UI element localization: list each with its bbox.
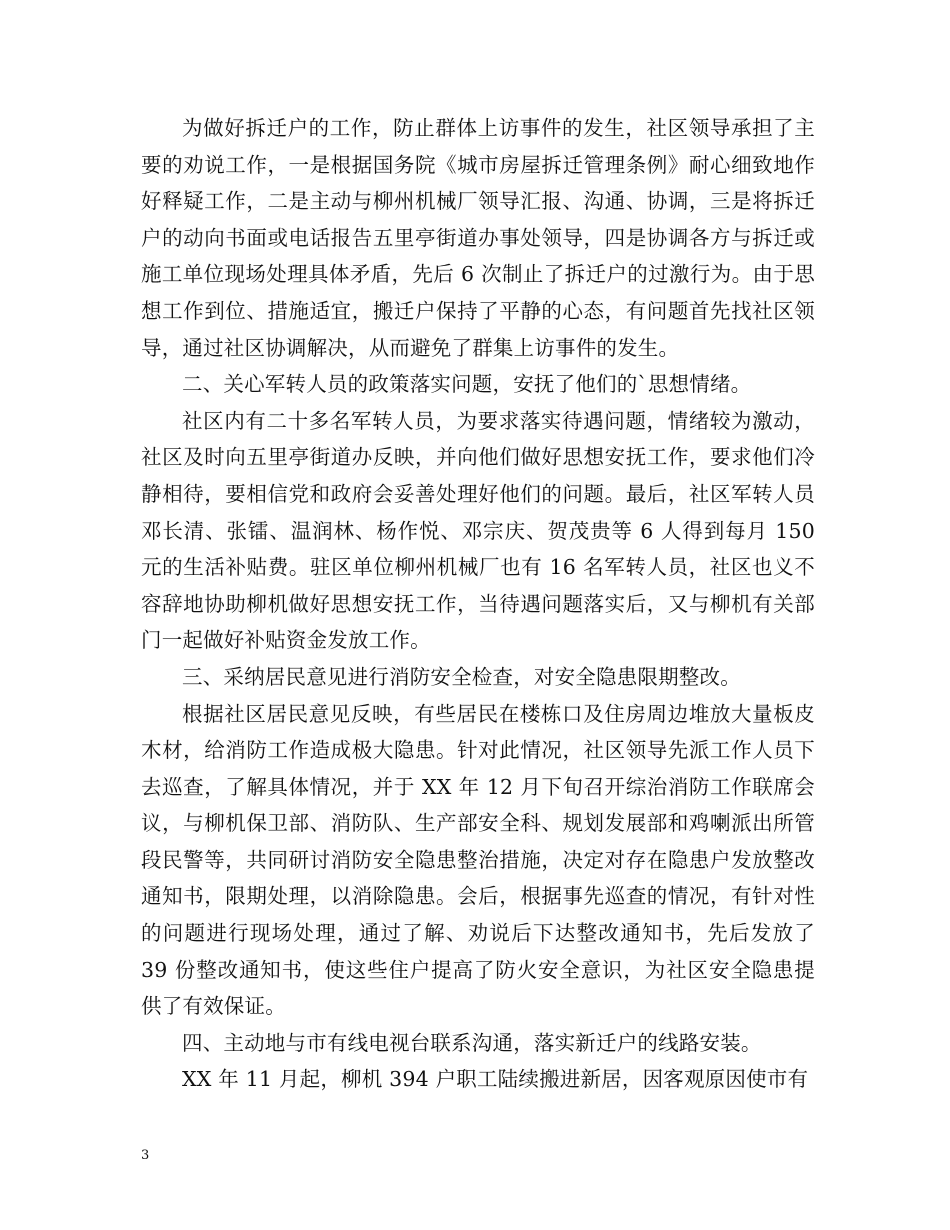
paragraph-relocation-work: 为做好拆迁户的工作，防止群体上访事件的发生，社区领导承担了主要的劝说工作，一是根据国务院《城市房屋拆迁管理条例》耐心细致地作好释疑工作，二是主动与柳州机械厂领导汇报、沟通、协调，三是将拆迁户的动向书面或电话报告五里亭街道办事处领导，四是协调各方与拆迁或施工单位现场处理具体矛盾，先后 6 次制止了拆迁户的过激行为。由于思想工作到位、措施适宜，搬迁户保持了平静的心态，有问题首先找社区领导，通过社区协调解决，从而避免了群集上访事件的发生。 (141, 116, 815, 360)
paragraph-cable-tv: XX 年 11 月起，柳机 394 户职工陆续搬进新居，因客观原因使市有 (182, 1067, 809, 1092)
page-number: 3 (141, 1148, 150, 1163)
document-body (141, 110, 815, 1098)
section-heading-4: 四、主动地与市有线电视台联系沟通，落实新迁户的线路安装。 (182, 1030, 762, 1055)
paragraph-veterans: 社区内有二十多名军转人员，为要求落实待遇问题，情绪较为激动，社区及时向五里亭街道办反映，并向他们做好思想安抚工作，要求他们冷静相待，要相信党和政府会妥善处理好他们的问题。最后，社区军转人员邓长清、张镭、温润林、杨作悦、邓宗庆、贺茂贵等 6 人得到每月 150 元的生活补贴费。驻区单位柳州机械厂也有 16 名军转人员，社区也义不容辞地协助柳机做好思想安抚工作，当待遇问题落实后，又与柳机有关部门一起做好补贴资金发放工作。 (141, 408, 815, 653)
paragraph-fire-safety: 根据社区居民意见反映，有些居民在楼栋口及住房周边堆放大量板皮木材，给消防工作造成极大隐患。针对此情况，社区领导先派工作人员下去巡查，了解具体情况，并于 XX 年 12 月下旬召开综治消防工作联席会议，与柳机保卫部、消防队、生产部安全科、规划发展部和鸡喇派出所管段民警等，共同研讨消防安全隐患整治措施，决定对存在隐患户发放整改通知书，限期处理，以消除隐患。会后，根据事先巡查的情况，有针对性的问题进行现场处理，通过了解、劝说后下达整改通知书，先后发放了 39 份整改通知书，使这些住户提高了防火安全意识，为社区安全隐患提供了有效保证。 (141, 701, 815, 1019)
section-heading-3: 三、采纳居民意见进行消防安全检查，对安全隐患限期整改。 (182, 664, 741, 689)
section-heading-2: 二、关心军转人员的政策落实问题，安抚了他们的`思想情绪。 (182, 372, 752, 397)
